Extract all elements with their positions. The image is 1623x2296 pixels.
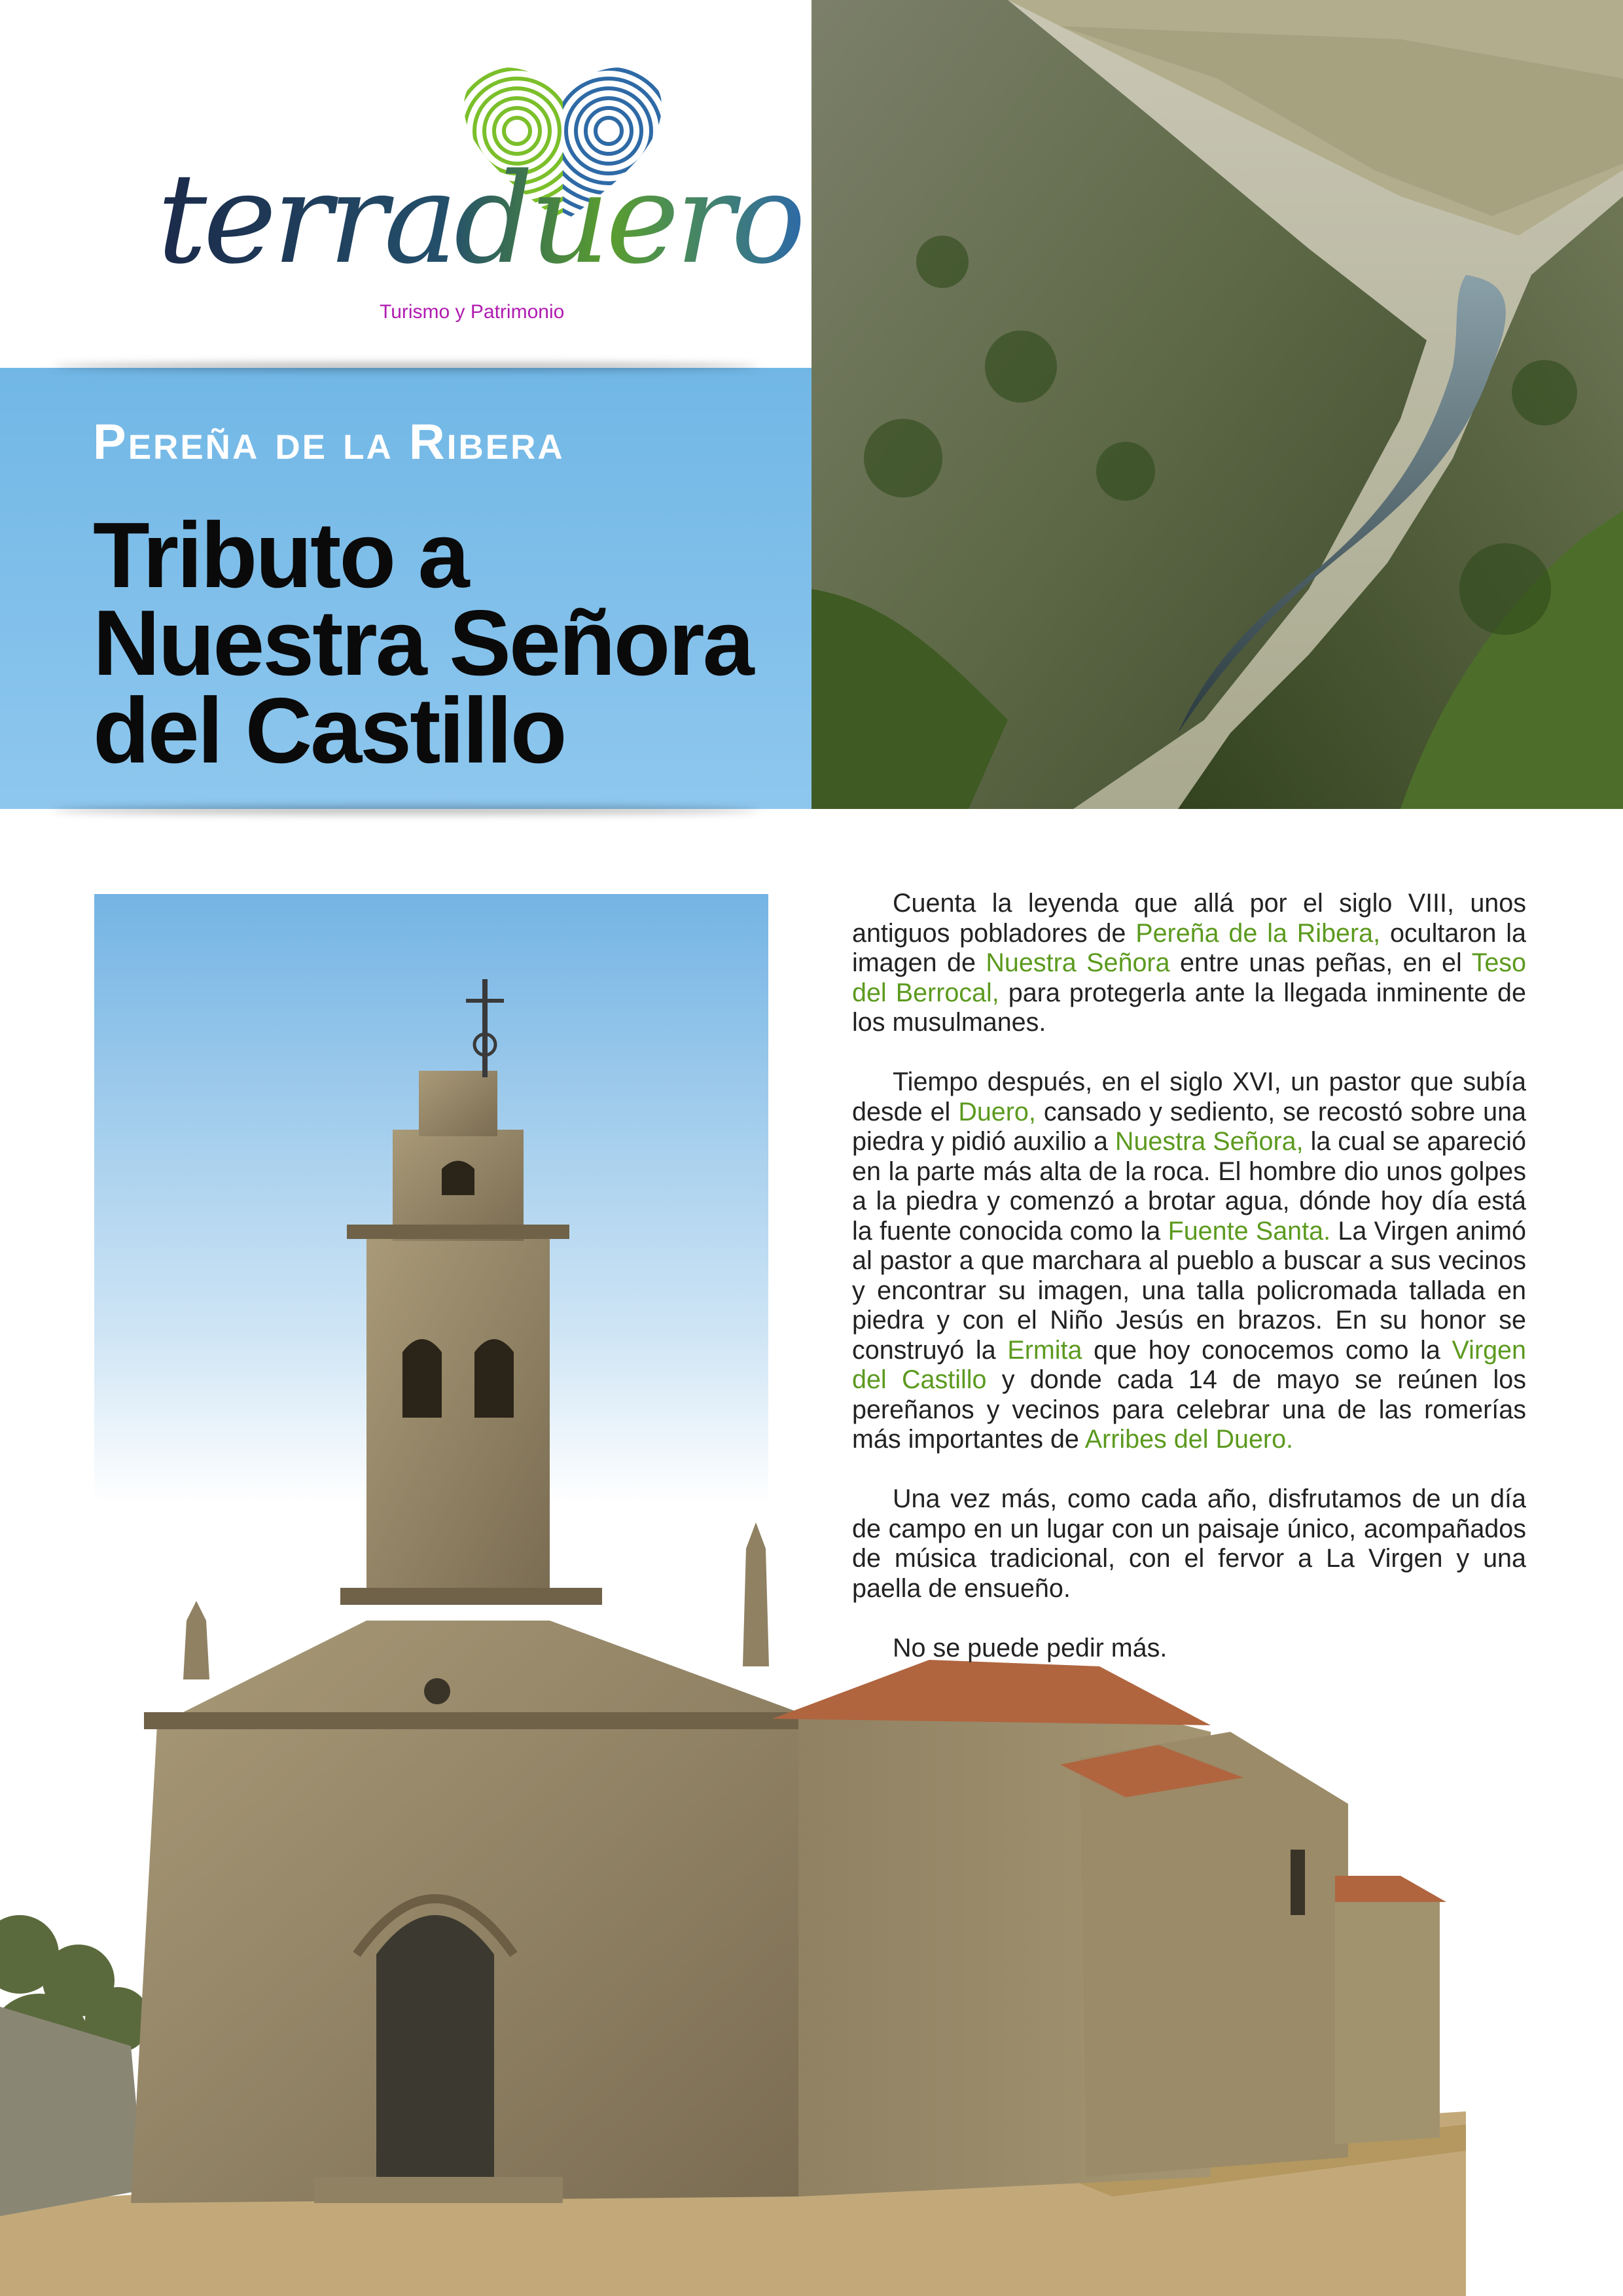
place-name: Pereña de la Ribera: [93, 414, 565, 470]
title-line: Tributo a: [93, 503, 468, 607]
logo-tagline: Turismo y Patrimonio: [380, 301, 565, 323]
text: cansado y sediento, se recostó sobre una piedra y pidió auxilio a: [852, 1097, 1527, 1156]
text: para protegerla ante la llegada inminente de los musulmanes.: [852, 978, 1526, 1037]
title-band: [0, 368, 812, 809]
paragraph-4: No se puede pedir más.: [893, 1633, 1168, 1662]
highlight-virgin: Nuestra Señora: [986, 948, 1170, 977]
highlight-fuente: Fuente Santa.: [1168, 1216, 1331, 1246]
highlight-place: Pereña de la Ribera,: [1135, 918, 1381, 948]
paragraph-1: [852, 889, 1526, 1038]
text: La Virgen animó al pastor a que marchara al pueblo a buscar a sus vecinos y encontrar su imagen, una talla policromada tallada en piedra y con el Niño Jesús en brazos. En su honor se construyó la: [852, 1216, 1526, 1365]
river-canyon-photo: [812, 0, 1623, 809]
text: Cuenta la leyenda que allá por el siglo VIII, unos antiguos pobladores de: [852, 889, 1526, 948]
paragraph-3: Una vez más, como cada año, disfrutamos de un día de campo en un lugar con un paisaje único, acompañados de música tradicional, con el fervor a La Virgen y una paella de ensueño.: [852, 1484, 1526, 1603]
paragraph-2: [852, 1067, 1526, 1455]
highlight-virgen-castillo: Virgen del Castillo: [852, 1335, 1526, 1394]
highlight-virgin: Nuestra Señora,: [1115, 1127, 1304, 1156]
text: ocultaron la imagen de: [852, 918, 1527, 977]
page-title: [93, 503, 787, 783]
article-body: [852, 889, 1526, 1693]
terraduero-logo: [131, 59, 802, 347]
title-line: del Castillo: [93, 679, 565, 783]
text: la cual se apareció en la parte más alta de la roca. El hombre dio unos golpes a la piedra y comenzó a brotar agua, dónde hoy día está la fuente conocida como la: [852, 1127, 1526, 1246]
text: entre unas peñas, en el: [1169, 948, 1472, 977]
highlight-arribes: Arribes del Duero.: [1084, 1425, 1294, 1454]
highlight-duero: Duero,: [958, 1097, 1036, 1126]
text: que hoy conocemos como la: [1082, 1335, 1452, 1365]
highlight-ermita: Ermita: [1007, 1335, 1082, 1365]
highlight-teso: Teso del Berrocal,: [852, 948, 1526, 1007]
title-line: Nuestra Señora: [93, 591, 753, 695]
text: Tiempo después, en el siglo XVI, un pastor que subía desde el: [852, 1067, 1526, 1126]
logo-wordmark: terraduero: [157, 147, 802, 291]
text: y donde cada 14 de mayo se reúnen los pereñanos y vecinos para celebrar una de las romerías más importantes de: [852, 1365, 1526, 1454]
